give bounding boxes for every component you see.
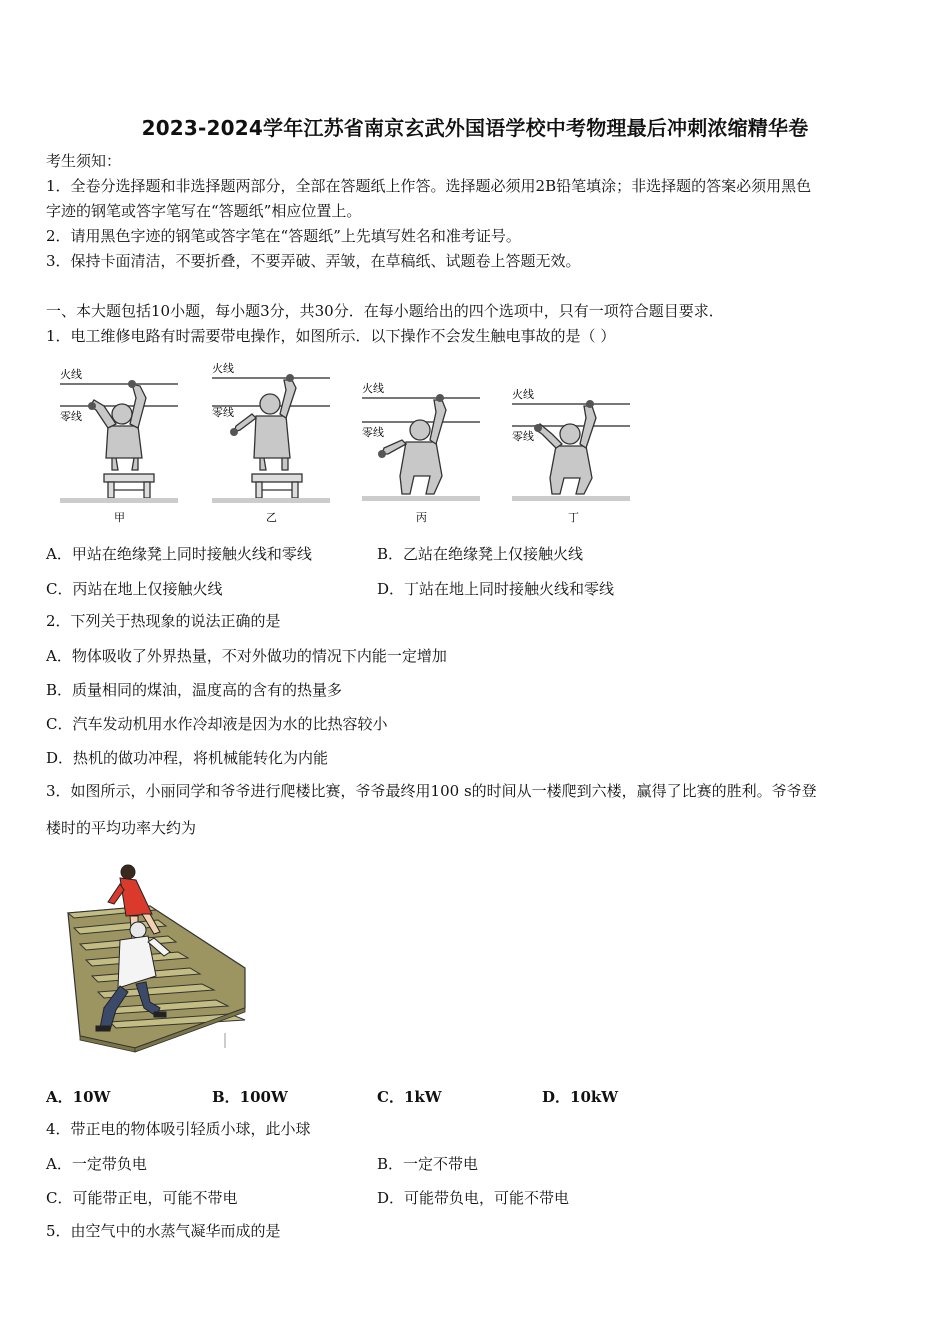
person-figure bbox=[382, 400, 446, 494]
live-wire-label: 火线 bbox=[60, 368, 82, 381]
q1-option-d: D．丁站在地上同时接触火线和零线 bbox=[377, 580, 615, 598]
question-5-stem: 5．由空气中的水蒸气凝华而成的是 bbox=[46, 1222, 281, 1240]
q1-option-b: B．乙站在绝缘凳上仅接触火线 bbox=[377, 545, 584, 563]
insulating-stool bbox=[252, 474, 302, 498]
notice-item: 2．请用黑色字迹的钢笔或答字笔在“答题纸”上先填写姓名和准考证号。 bbox=[46, 227, 521, 245]
q4-option-d: D．可能带负电，可能不带电 bbox=[377, 1189, 570, 1207]
q3-option-c: C．1kW bbox=[377, 1088, 442, 1106]
caption-yi: 乙 bbox=[266, 511, 277, 524]
q3-option-d: D．10kW bbox=[542, 1088, 619, 1106]
live-wire-label: 火线 bbox=[512, 388, 534, 401]
q1-figure bbox=[50, 358, 650, 528]
question-3-stem-cont: 楼时的平均功率大约为 bbox=[46, 819, 197, 837]
question-1-stem: 1．电工维修电路有时需要带电操作，如图所示．以下操作不会发生触电事故的是（ ） bbox=[46, 327, 616, 345]
notice-item: 3．保持卡面清洁，不要折叠，不要弄破、弄皱，在草稿纸、试题卷上答题无效。 bbox=[46, 252, 581, 270]
notice-item: 1．全卷分选择题和非选择题两部分，全部在答题纸上作答。选择题必须用2B铅笔填涂；非选择题的答案必须用黑色 bbox=[46, 177, 812, 195]
q3-option-b: B．100W bbox=[212, 1088, 288, 1106]
person-figure bbox=[90, 384, 146, 470]
question-3-stem: 3．如图所示，小丽同学和爷爷进行爬楼比赛，爷爷最终用100 s的时间从一楼爬到六楼，赢得了比赛的胜利。爷爷登 bbox=[46, 782, 817, 800]
caption-jia: 甲 bbox=[114, 511, 125, 524]
caption-ding: 丁 bbox=[568, 511, 579, 524]
page-title: 2023-2024学年江苏省南京玄武外国语学校中考物理最后冲刺浓缩精华卷 bbox=[141, 116, 809, 140]
notice-heading: 考生须知： bbox=[46, 152, 122, 170]
q3-option-a: A．10W bbox=[46, 1088, 111, 1106]
live-wire-label: 火线 bbox=[362, 382, 384, 395]
question-4-stem: 4．带正电的物体吸引轻质小球，此小球 bbox=[46, 1120, 311, 1138]
q2-option-c: C．汽车发动机用水作冷却液是因为水的比热容较小 bbox=[46, 715, 388, 733]
q3-staircase-figure bbox=[60, 858, 255, 1053]
neutral-wire-label: 零线 bbox=[212, 406, 234, 419]
neutral-wire-label: 零线 bbox=[512, 430, 534, 443]
live-wire-label: 火线 bbox=[212, 362, 234, 375]
notice-item: 字迹的钢笔或答字笔写在“答题纸”相应位置上。 bbox=[46, 202, 362, 220]
q2-option-b: B．质量相同的煤油，温度高的含有的热量多 bbox=[46, 681, 343, 699]
person-figure bbox=[536, 406, 596, 494]
q2-option-d: D．热机的做功冲程，将机械能转化为内能 bbox=[46, 749, 329, 767]
panel-bing bbox=[362, 381, 480, 524]
q1-option-a: A．甲站在绝缘凳上同时接触火线和零线 bbox=[46, 545, 312, 563]
panel-jia bbox=[60, 367, 178, 524]
caption-bing: 丙 bbox=[416, 511, 427, 524]
neutral-wire-label: 零线 bbox=[362, 426, 384, 439]
person-figure bbox=[234, 380, 296, 470]
panel-ding bbox=[512, 387, 630, 524]
q1-option-c: C．丙站在地上仅接触火线 bbox=[46, 580, 223, 598]
panel-yi bbox=[212, 361, 330, 524]
insulating-stool bbox=[104, 474, 154, 498]
q4-option-a: A．一定带负电 bbox=[46, 1155, 147, 1173]
q4-option-c: C．可能带正电，可能不带电 bbox=[46, 1189, 238, 1207]
neutral-wire-label: 零线 bbox=[60, 410, 82, 423]
q4-option-b: B．一定不带电 bbox=[377, 1155, 479, 1173]
question-2-stem: 2．下列关于热现象的说法正确的是 bbox=[46, 612, 281, 630]
q2-option-a: A．物体吸收了外界热量，不对外做功的情况下内能一定增加 bbox=[46, 647, 447, 665]
section-heading: 一、本大题包括10小题，每小题3分，共30分．在每小题给出的四个选项中，只有一项符合题目要求． bbox=[46, 302, 724, 320]
